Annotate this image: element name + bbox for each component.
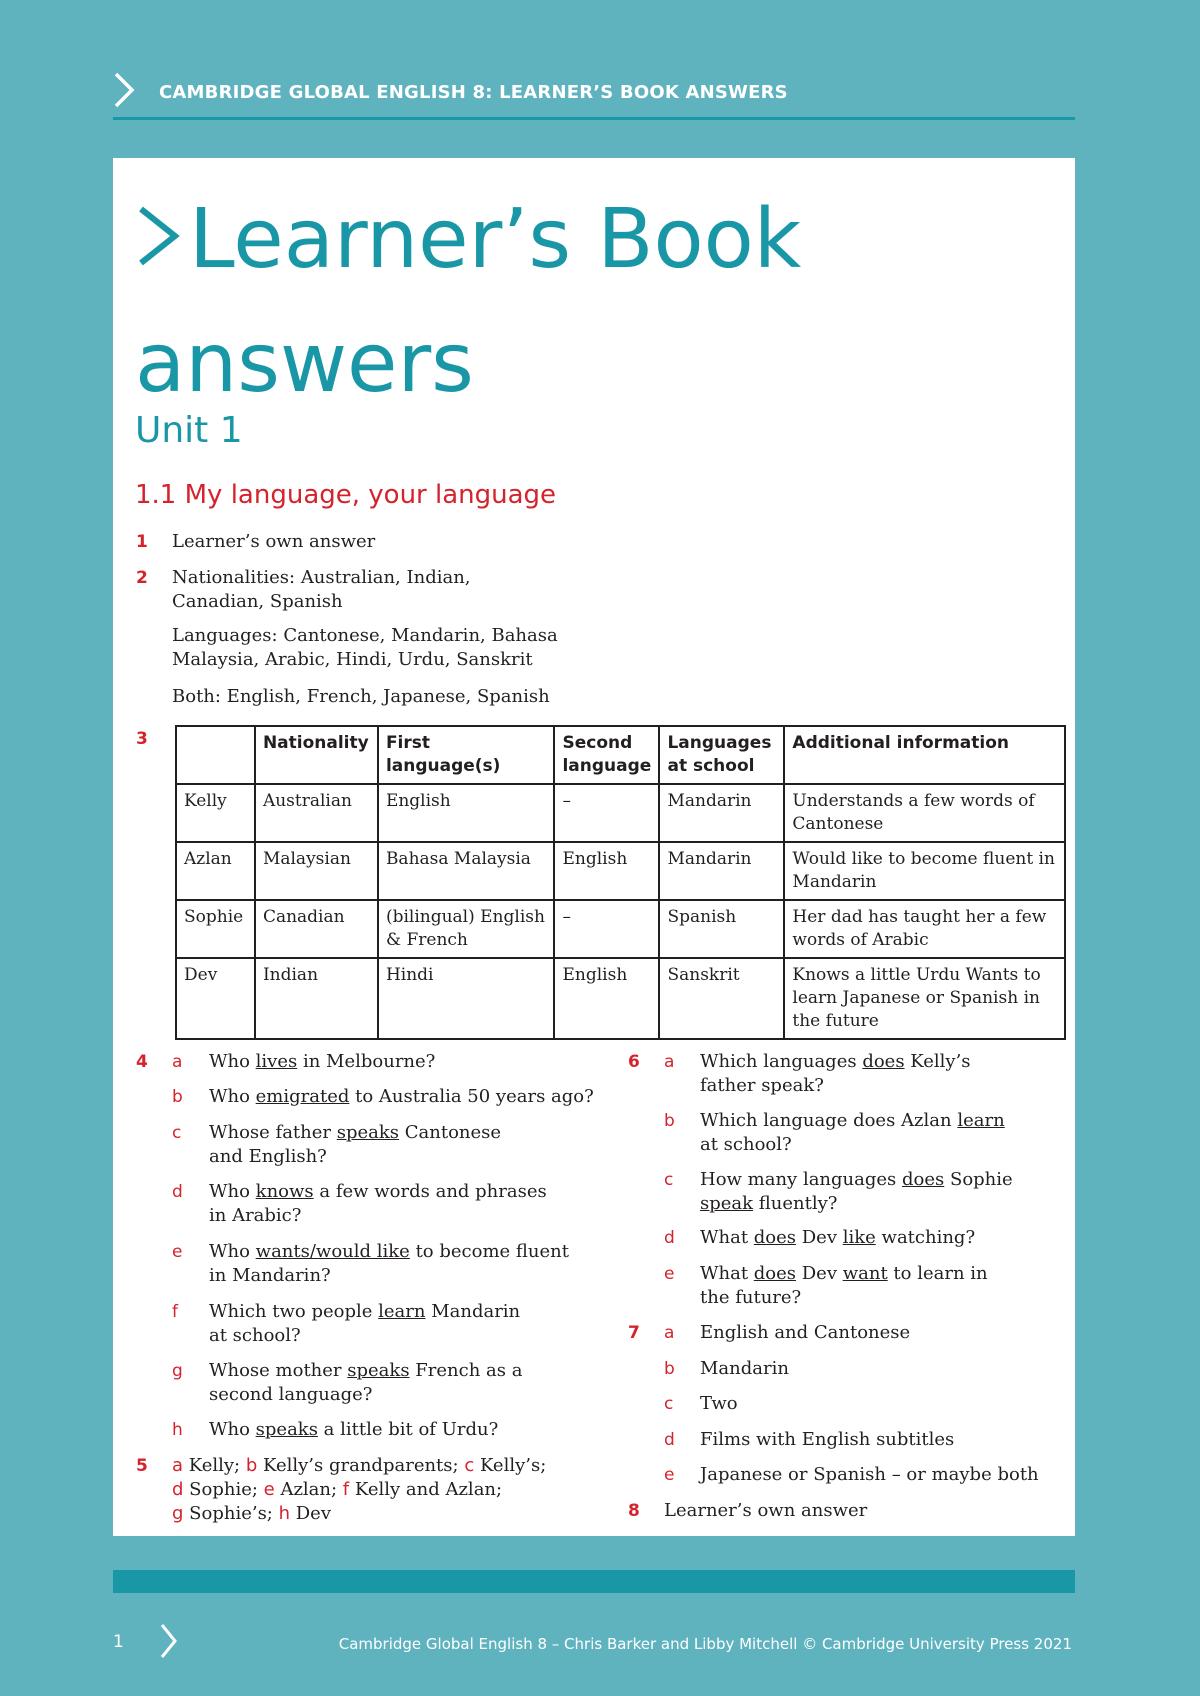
item-letter: a bbox=[172, 1455, 184, 1476]
text-part: at school? bbox=[209, 1325, 301, 1346]
table-header: Second language bbox=[554, 726, 659, 784]
underlined-word: speaks bbox=[255, 1419, 318, 1440]
item-letter: d bbox=[664, 1430, 675, 1450]
answer-text bbox=[700, 1109, 1005, 1157]
table-cell: Knows a little Urdu Wants to learn Japanese or Spanish in the future bbox=[784, 958, 1065, 1039]
item-letter: b bbox=[245, 1455, 258, 1476]
text-part: Who bbox=[209, 1419, 256, 1440]
page-number: 1 bbox=[113, 1632, 124, 1652]
table-cell: Sanskrit bbox=[659, 958, 784, 1039]
nationalities-line: Canadian, Spanish bbox=[172, 591, 343, 612]
text-part: Kelly’s grandparents; bbox=[257, 1455, 465, 1476]
text-part: French as a bbox=[409, 1360, 523, 1381]
text-part: a little bit of Urdu? bbox=[317, 1419, 499, 1440]
table-header: Languages at school bbox=[659, 726, 784, 784]
chevron-right-icon bbox=[113, 72, 135, 108]
text-part: Dev bbox=[796, 1263, 843, 1284]
unit-heading: Unit 1 bbox=[135, 410, 243, 451]
item-letter: a bbox=[172, 1052, 183, 1072]
table-cell: Spanish bbox=[659, 900, 784, 958]
item-letter: e bbox=[172, 1242, 183, 1262]
table-row bbox=[176, 900, 1065, 958]
table-row bbox=[176, 784, 1065, 842]
text-part: to Australia 50 years ago? bbox=[349, 1086, 594, 1107]
page-title-line1: Learner’s Book bbox=[189, 192, 802, 287]
question-number: 4 bbox=[136, 1052, 148, 1072]
page-title bbox=[135, 178, 801, 426]
answer-text: Films with English subtitles bbox=[700, 1429, 955, 1450]
page-title-line2: answers bbox=[135, 316, 474, 411]
text-part: Kelly; bbox=[183, 1455, 246, 1476]
answer-text bbox=[209, 1300, 520, 1348]
item-letter: c bbox=[464, 1455, 475, 1476]
text-part: Who bbox=[209, 1181, 256, 1202]
table-cell: – bbox=[554, 784, 659, 842]
item-letter: b bbox=[664, 1111, 675, 1131]
text-part: second language? bbox=[209, 1384, 373, 1405]
page-header bbox=[113, 68, 1075, 120]
text-part: Kelly’s; bbox=[474, 1455, 547, 1476]
answer-text: English and Cantonese bbox=[700, 1322, 911, 1343]
nationalities-line: Nationalities: Australian, Indian, bbox=[172, 567, 471, 588]
table-cell: English bbox=[554, 958, 659, 1039]
text-part: to learn in bbox=[887, 1263, 988, 1284]
answer-text bbox=[172, 1454, 546, 1526]
table-cell: Bahasa Malaysia bbox=[378, 842, 555, 900]
item-letter: g bbox=[172, 1503, 184, 1524]
item-letter: b bbox=[664, 1359, 675, 1379]
text-part: Sophie; bbox=[183, 1479, 264, 1500]
item-letter: d bbox=[664, 1228, 675, 1248]
answer-text bbox=[209, 1121, 501, 1169]
item-letter: a bbox=[664, 1323, 675, 1343]
text-part: Kelly’s bbox=[904, 1051, 971, 1072]
text-part: at school? bbox=[700, 1134, 792, 1155]
answer-text bbox=[172, 624, 558, 672]
item-letter: c bbox=[172, 1123, 182, 1143]
table-cell: (bilingual) English & French bbox=[378, 900, 555, 958]
answer-text bbox=[209, 1418, 498, 1442]
item-letter: d bbox=[172, 1479, 184, 1500]
table-header: First language(s) bbox=[378, 726, 555, 784]
underlined-word: want bbox=[842, 1263, 888, 1284]
table-cell: Her dad has taught her a few words of Arabic bbox=[784, 900, 1065, 958]
text-part: and English? bbox=[209, 1146, 327, 1167]
underlined-word: knows bbox=[255, 1181, 314, 1202]
text-part: Whose father bbox=[209, 1122, 337, 1143]
text-part: Azlan; bbox=[274, 1479, 343, 1500]
languages-line: Malaysia, Arabic, Hindi, Urdu, Sanskrit bbox=[172, 649, 533, 670]
question-number: 2 bbox=[136, 568, 148, 588]
question-number: 5 bbox=[136, 1456, 148, 1476]
table-cell: Malaysian bbox=[255, 842, 378, 900]
answer-text bbox=[700, 1226, 975, 1250]
question-number: 6 bbox=[628, 1052, 640, 1072]
item-letter: d bbox=[172, 1182, 183, 1202]
text-part: father speak? bbox=[700, 1075, 824, 1096]
answer-text bbox=[209, 1180, 547, 1228]
answer-table bbox=[175, 725, 1066, 1040]
text-part: Who bbox=[209, 1086, 256, 1107]
table-header: Additional information bbox=[784, 726, 1065, 784]
answer-text bbox=[700, 1262, 988, 1310]
answer-text: Mandarin bbox=[700, 1358, 789, 1379]
table-cell: Understands a few words of Cantonese bbox=[784, 784, 1065, 842]
underlined-word: speak bbox=[700, 1193, 754, 1214]
text-part: Who bbox=[209, 1241, 256, 1262]
text-part: to become fluent bbox=[409, 1241, 569, 1262]
table-row bbox=[176, 842, 1065, 900]
text-part: watching? bbox=[875, 1227, 976, 1248]
text-part: What bbox=[700, 1263, 754, 1284]
item-letter: g bbox=[172, 1361, 183, 1381]
text-part: Who bbox=[209, 1051, 256, 1072]
underlined-word: wants/would like bbox=[255, 1241, 410, 1262]
text-part: How many languages bbox=[700, 1169, 903, 1190]
answer-text: Japanese or Spanish – or maybe both bbox=[700, 1464, 1039, 1485]
text-part: Which language does Azlan bbox=[700, 1110, 958, 1131]
answer-text bbox=[209, 1359, 522, 1407]
item-letter: f bbox=[342, 1479, 350, 1500]
table-cell: Dev bbox=[176, 958, 255, 1039]
text-part: in Mandarin? bbox=[209, 1265, 331, 1286]
text-part: Cantonese bbox=[399, 1122, 502, 1143]
table-cell: Mandarin bbox=[659, 784, 784, 842]
table-cell: Would like to become fluent in Mandarin bbox=[784, 842, 1065, 900]
text-part: Sophie’s; bbox=[183, 1503, 279, 1524]
underlined-word: does bbox=[862, 1051, 905, 1072]
text-part: Dev bbox=[290, 1503, 332, 1524]
item-letter: c bbox=[664, 1394, 674, 1414]
answer-text: Learner’s own answer bbox=[172, 531, 376, 552]
table-cell: English bbox=[554, 842, 659, 900]
text-part: What bbox=[700, 1227, 754, 1248]
item-letter: e bbox=[664, 1465, 675, 1485]
text-part: fluently? bbox=[753, 1193, 838, 1214]
text-part: in Arabic? bbox=[209, 1205, 302, 1226]
footer-bar bbox=[113, 1570, 1075, 1593]
text-part: Kelly and Azlan; bbox=[349, 1479, 503, 1500]
item-letter: b bbox=[172, 1087, 183, 1107]
table-header bbox=[176, 726, 255, 784]
table-cell: Australian bbox=[255, 784, 378, 842]
item-letter: a bbox=[664, 1052, 675, 1072]
item-letter: e bbox=[664, 1264, 675, 1284]
answer-text bbox=[209, 1240, 569, 1288]
text-part: in Melbourne? bbox=[297, 1051, 436, 1072]
underlined-word: speaks bbox=[336, 1122, 400, 1143]
answer-text bbox=[700, 1050, 971, 1098]
text-part: Whose mother bbox=[209, 1360, 348, 1381]
question-number: 8 bbox=[628, 1501, 640, 1521]
underlined-word: learn bbox=[957, 1110, 1005, 1131]
underlined-word: does bbox=[902, 1169, 945, 1190]
chevron-right-icon bbox=[160, 1623, 178, 1659]
table-row bbox=[176, 958, 1065, 1039]
item-letter: e bbox=[263, 1479, 275, 1500]
underlined-word: lives bbox=[255, 1051, 298, 1072]
item-letter: f bbox=[172, 1302, 178, 1322]
answer-text bbox=[209, 1050, 435, 1074]
answer-text: Two bbox=[700, 1393, 738, 1414]
underlined-word: does bbox=[753, 1263, 797, 1284]
text-part: Mandarin bbox=[425, 1301, 521, 1322]
both-line: Both: English, French, Japanese, Spanish bbox=[172, 686, 550, 707]
underlined-word: emigrated bbox=[255, 1086, 350, 1107]
header-title: CAMBRIDGE GLOBAL ENGLISH 8: LEARNER’S BOOK ANSWERS bbox=[159, 82, 788, 103]
text-part: the future? bbox=[700, 1287, 802, 1308]
underlined-word: like bbox=[842, 1227, 876, 1248]
table-cell: Sophie bbox=[176, 900, 255, 958]
underlined-word: speaks bbox=[347, 1360, 410, 1381]
table-cell: – bbox=[554, 900, 659, 958]
item-letter: c bbox=[664, 1170, 674, 1190]
chevron-right-icon bbox=[135, 203, 183, 269]
text-part: Sophie bbox=[944, 1169, 1013, 1190]
table-cell: English bbox=[378, 784, 555, 842]
footer-credit: Cambridge Global English 8 – Chris Barker and Libby Mitchell © Cambridge University Press 2021 bbox=[338, 1635, 1072, 1653]
answer-text bbox=[700, 1168, 1013, 1216]
languages-line: Languages: Cantonese, Mandarin, Bahasa bbox=[172, 625, 558, 646]
table-cell: Mandarin bbox=[659, 842, 784, 900]
table-cell: Hindi bbox=[378, 958, 555, 1039]
item-letter: h bbox=[172, 1420, 183, 1440]
table-header-row bbox=[176, 726, 1065, 784]
table-header: Nationality bbox=[255, 726, 378, 784]
item-letter: h bbox=[278, 1503, 291, 1524]
answer-text bbox=[172, 566, 471, 614]
answer-text bbox=[209, 1085, 594, 1109]
text-part: Which two people bbox=[209, 1301, 379, 1322]
question-number: 3 bbox=[136, 729, 148, 749]
section-heading: 1.1 My language, your language bbox=[135, 480, 557, 510]
underlined-word: learn bbox=[378, 1301, 426, 1322]
underlined-word: does bbox=[753, 1227, 797, 1248]
text-part: a few words and phrases bbox=[313, 1181, 547, 1202]
table-cell: Kelly bbox=[176, 784, 255, 842]
table-cell: Canadian bbox=[255, 900, 378, 958]
question-number: 7 bbox=[628, 1323, 640, 1343]
table-cell: Indian bbox=[255, 958, 378, 1039]
content-card bbox=[113, 158, 1075, 1536]
answer-text: Learner’s own answer bbox=[664, 1500, 868, 1521]
question-number: 1 bbox=[136, 532, 148, 552]
table-cell: Azlan bbox=[176, 842, 255, 900]
text-part: Which languages bbox=[700, 1051, 863, 1072]
text-part: Dev bbox=[796, 1227, 843, 1248]
